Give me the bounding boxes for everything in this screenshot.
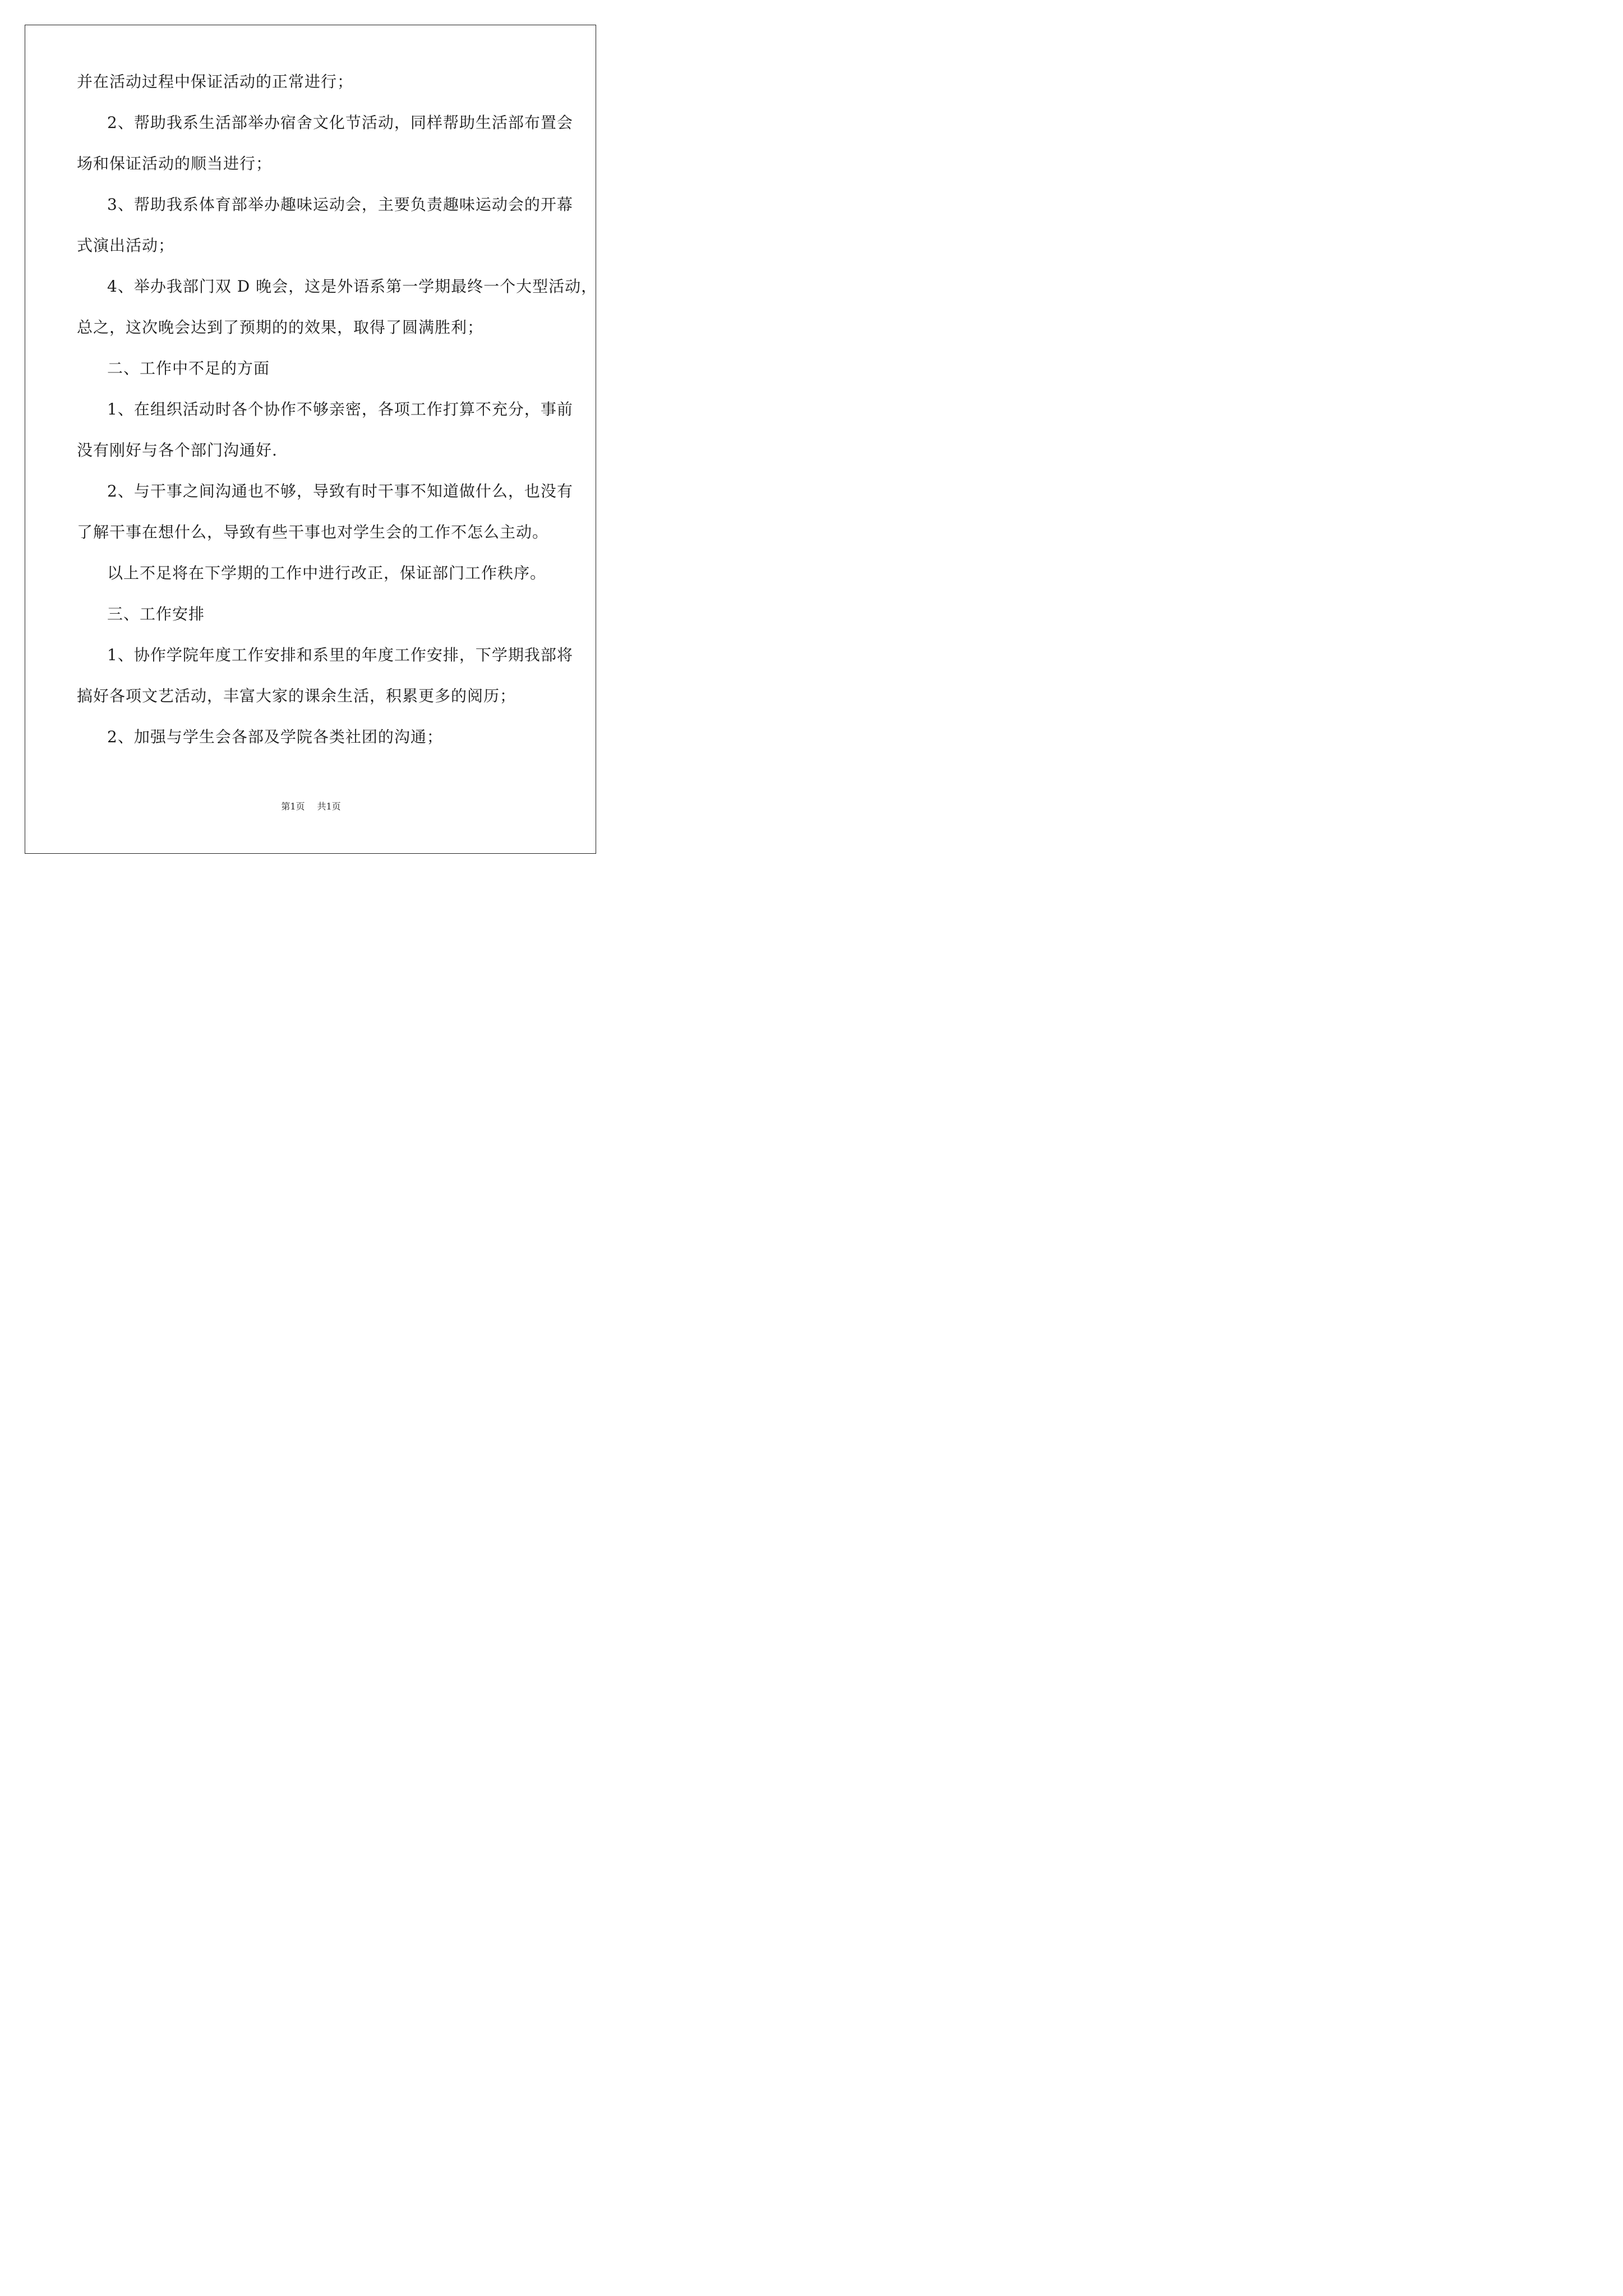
body-line: 没有刚好与各个部门沟通好. [77, 441, 278, 459]
body-line: 总之，这次晚会达到了预期的的效果，取得了圆满胜利； [77, 318, 484, 337]
body-line: 1、在组织活动时各个协作不够亲密，各项工作打算不充分，事前 [107, 400, 573, 418]
body-line: 了解干事在想什么，导致有些干事也对学生会的工作不怎么主动。 [77, 523, 549, 541]
body-line: 2、与干事之间沟通也不够，导致有时干事不知道做什么，也没有 [107, 482, 573, 500]
section-heading: 二、工作中不足的方面 [107, 359, 270, 378]
body-line: 3、帮助我系体育部举办趣味运动会，主要负责趣味运动会的开幕 [107, 195, 573, 214]
body-line: 场和保证活动的顺当进行； [77, 154, 273, 173]
body-line: 并在活动过程中保证活动的正常进行； [77, 72, 354, 91]
section-heading: 三、工作安排 [107, 605, 205, 623]
body-line: 4、举办我部门双 D 晚会，这是外语系第一学期最终一个大型活动， [107, 277, 598, 296]
body-line: 式演出活动； [77, 236, 175, 255]
body-line: 2、帮助我系生活部举办宿舍文化节活动，同样帮助生活部布置会 [107, 113, 573, 132]
body-line: 以上不足将在下学期的工作中进行改正，保证部门工作秩序。 [107, 564, 547, 582]
page-number: 第1页 [281, 801, 305, 812]
page-footer [0, 801, 622, 812]
body-line: 搞好各项文艺活动，丰富大家的课余生活，积累更多的阅历； [77, 687, 517, 705]
page-total: 共1页 [317, 801, 341, 812]
body-line: 2、加强与学生会各部及学院各类社团的沟通； [107, 728, 443, 746]
body-line: 1、协作学院年度工作安排和系里的年度工作安排，下学期我部将 [107, 646, 573, 664]
